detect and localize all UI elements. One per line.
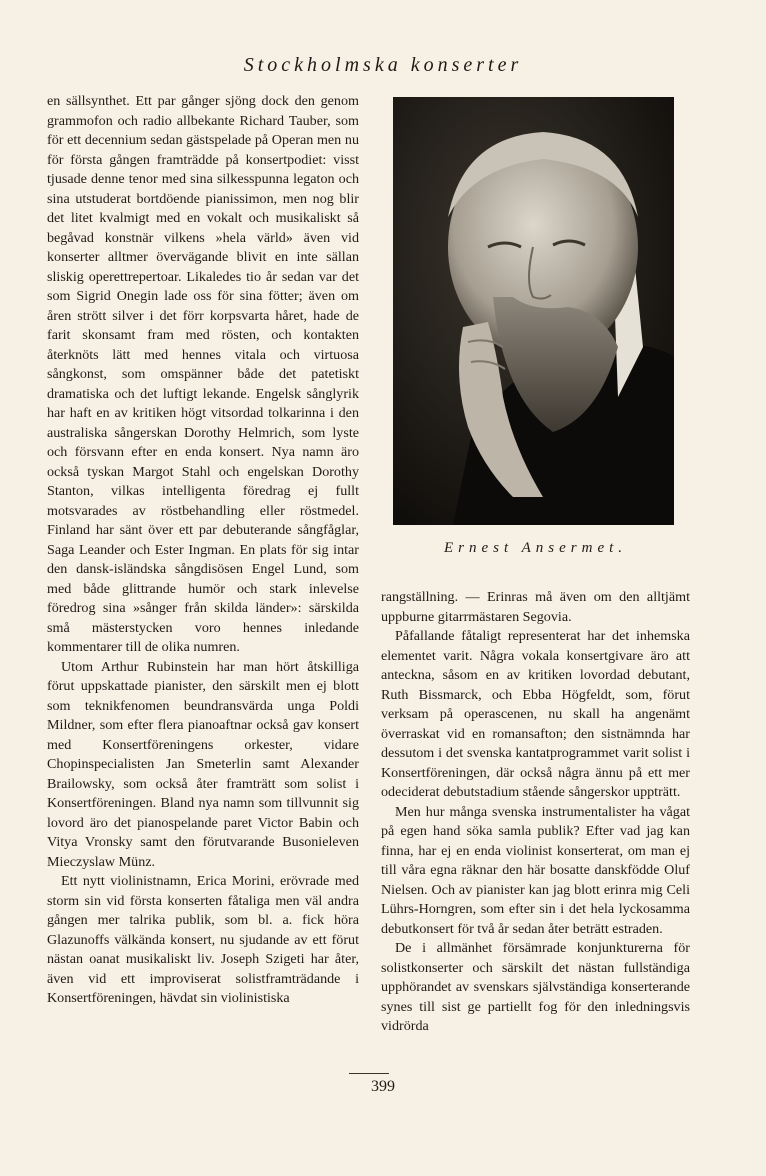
paragraph: Men hur många svenska instrumentalister ha vågat på egen hand söka samla publik? Efter vad jag kan finna, har ej en enda violinist konserterat, om man ej till våra egna räknar den här bosatte danskfödde Oluf Nielsen. Och av pianister kan jag blott erinra mig Celi Lührs-Horngren, som efter sin i det hela lyckosamma debutkonsert för två år sedan åter beträtt estraden. <box>381 803 690 937</box>
paragraph: Utom Arthur Rubinstein har man hört åtskilliga förut uppskattade pianister, den särskilt men ej blott som teknikfenomen beundransvärda unga Poldi Mildner, som efter flera pianoaftnar också gav konsert med Konsertföreningens orkester, vidare Chopinspecialisten Jan Smeterlin samt Alexander Brailowsky, som också åter framträtt som solist i Konsertföreningen. Bland nya namn som tillvunnit sig lovord äro det pianospelande paret Victor Babin och Vitya Vronsky samt den förutvarande Busonieleven Mieczyslaw Münz. <box>47 658 359 870</box>
photo-caption: Ernest Ansermet. <box>443 540 628 556</box>
paragraph: De i allmänhet försämrade konjunkturerna för solistkonserter och särskilt det nästan fullständiga upphörandet av svenskars självständiga konserterande synes till sist ge partiellt fog för den inledningsvis vidrörda <box>381 940 690 1034</box>
paragraph: en sällsynthet. Ett par gånger sjöng dock den genom grammofon och radio allbekante Richard Tauber, som för ett decennium sedan gästspelade på Operan men nu för första gången framträdde på konsertpodiet: visst tjusade denne tenor med sina silkesspunna legaton och sina utstuderat bortdöende pianissimon, men nog blir det litet kvalmigt med en vokalt och musikaliskt så begåvad konstnär vilkens »hela värld» även vid konserter alltmer övervägande blivit en inte sällan sliskig operettrepertoar. Likaledes tio år sedan var det som Sigrid Onegin lade oss för sina fötter; även om åren strött silver i det förr korpsvarta håret, hade de farit skonsamt fram med rösten, och kontakten återknöts lätt med hennes vitala och virtuosa sångkonst, som omspänner både det patetiskt dramatiska och det luftigt lekande. Engelsk sånglyrik har haft en av kritiken högt vitsordad tolkarinna i den australiska sångerskan Dorothy Helmrich, som lyste och försvann efter en enda konsert. Nya namn äro också tyskan Margot Stahl och engelskan Dorothy Stanton, vilkas intelligenta föredrag ej fullt motsvarades av röstbehandling eller röstmedel. Finland har sänt över ett par debuterande sångfåglar, Saga Leander och Ester Ingman. En plats för sig intar den dansk-isländska sångdisösen Engel Lund, som med både glittrande humör och stark inlevelse föredrog sina »sånger från skilda länder»: särskilda små mästerstycken voro hennes inledande kommentarer till de olika numren. <box>47 93 359 655</box>
paragraph: Ett nytt violinistnamn, Erica Morini, erövrade med storm sin vid första konserten fåtaliga men väl andra gången mer talrika publik, som bl. a. fick höra Glazunoffs välkända konsert, nu sjudande av ett förut nästan oanat musikaliskt liv. Joseph Szigeti har åter, även vid ett improviserat solistframträdande i Konsertföreningen, hävdat sin violinistiska <box>47 873 359 1006</box>
left-text-column <box>47 92 359 1009</box>
paragraph: Påfallande fåtaligt representerat har det inhemska elementet varit. Några vokala konsertgivare äro att anteckna, såsom en av kritiken lovordad debutant, Ruth Bissmarck, och Ebba Högfeldt, som, förut verksam på operascenen, nu skall ha angenämt överraskat vid en romansafton; den sistnämnda har dessutom i det svenska kantatprogrammet varit solist i Konsertföreningen, där också några ännu på ett mer odeciderat debutstadium stående sångerskor uppträtt. <box>381 628 690 800</box>
right-text-column <box>381 588 690 1037</box>
folio-rule <box>349 1073 389 1074</box>
paragraph: rangställning. — Erinras må även om den alltjämt uppburne gitarrmästaren Segovia. <box>381 589 690 625</box>
portrait-photo <box>393 97 674 525</box>
page-number: 399 <box>371 1078 395 1095</box>
running-head: Stockholmska konserter <box>243 54 523 76</box>
